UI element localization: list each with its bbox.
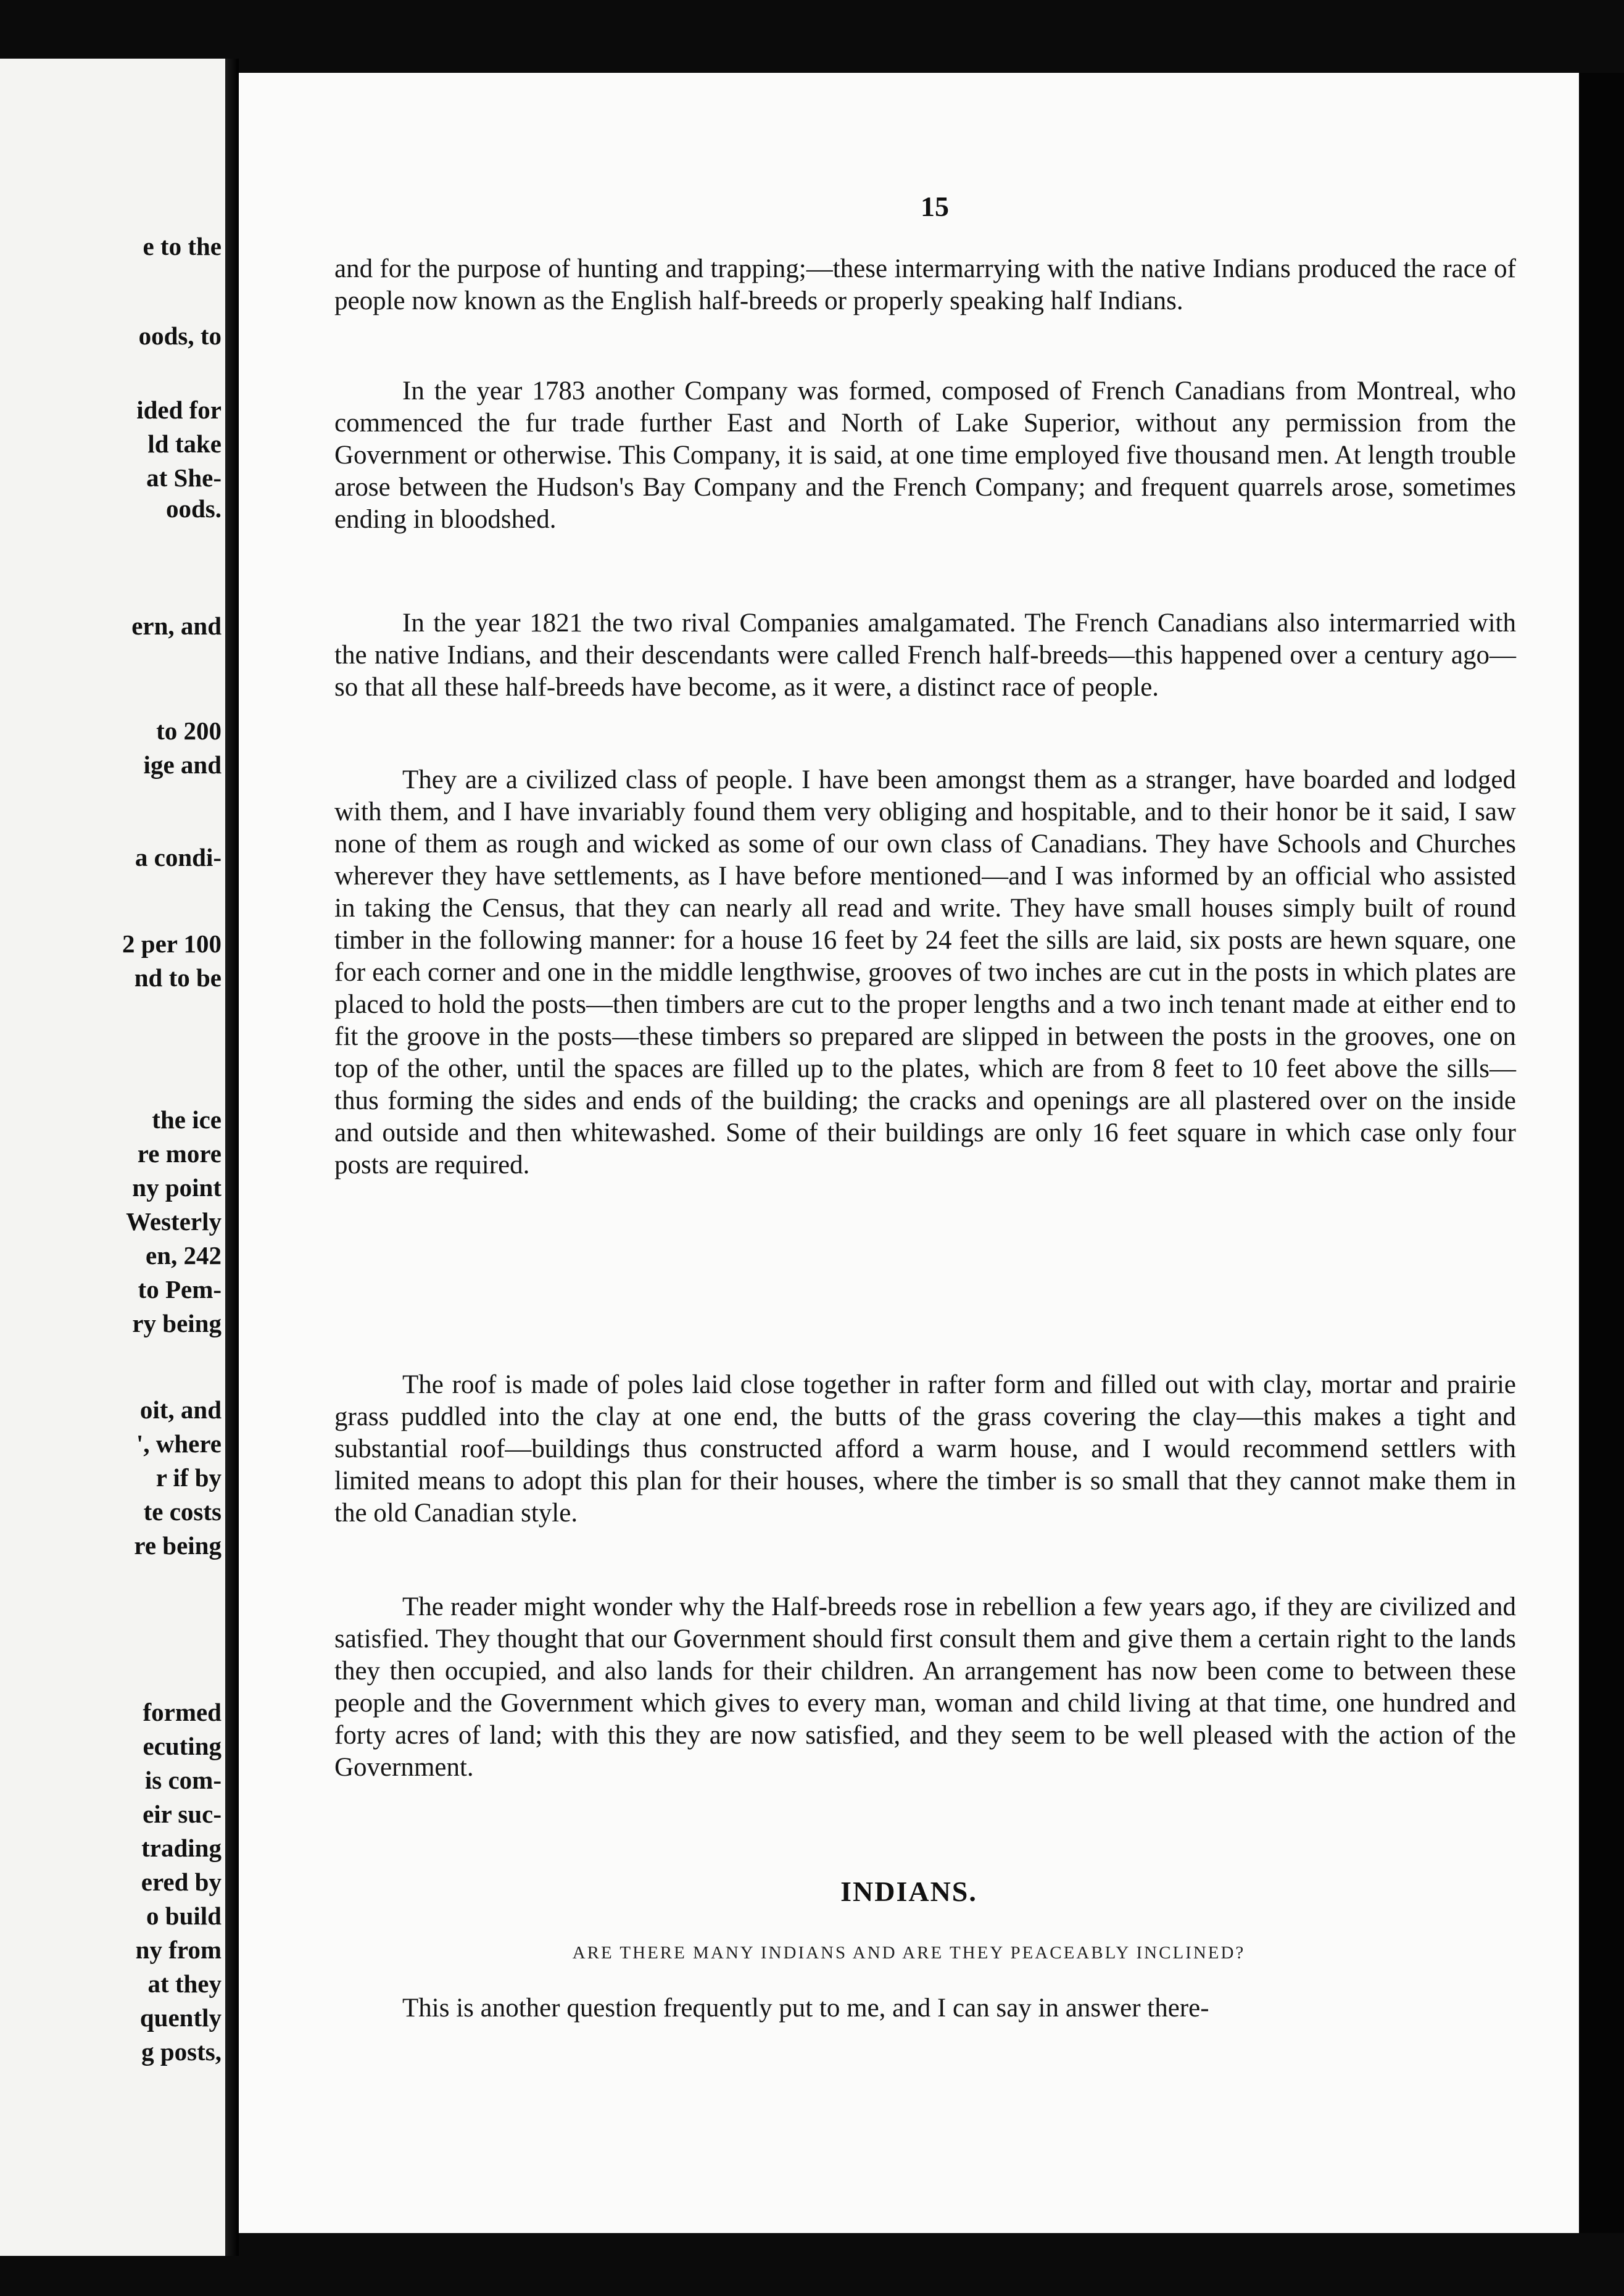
paragraph-rebellion: The reader might wonder why the Half-breeds rose in rebellion a few years ago, if they are civilized and satisfied. They thought that our Government should first consult them and give them a certain right to the lands they then occupied, and also lands for their children. An arrangement has now been come to between these people and the Government which gives to every man, woman and child living at that time, one hundred and forty acres of land; with this they are now satisfied, and they seem to be well pleased with the action of the Government. <box>334 1592 1516 1782</box>
left-page-fragment: eir suc- <box>143 1800 222 1828</box>
left-page-fragment: ided for <box>136 396 222 424</box>
paragraph-indians-opening: This is another question frequently put to me, and I can say in answer there- <box>402 1994 1209 2023</box>
left-page-fragment: a condi- <box>135 843 222 871</box>
left-page-fragment: at they <box>147 1969 222 1998</box>
left-page-fragment: Westerly <box>126 1207 222 1236</box>
left-page-fragment: ecuting <box>143 1732 222 1760</box>
book-gutter <box>225 59 239 2256</box>
left-page-fragment: formed <box>143 1698 222 1726</box>
left-page-fragment: en, 242 <box>146 1241 222 1270</box>
left-page-fragment: e to the <box>143 232 222 260</box>
left-page-fragment: re being <box>134 1531 222 1560</box>
left-page-fragment: o build <box>146 1902 222 1930</box>
left-page-fragment: te costs <box>143 1497 222 1526</box>
paragraph-half-breeds-houses: They are a civilized class of people. I have been amongst them as a stranger, have boarded and lodged with them, and I have invariably found them very obliging and hospitable, and to their honor be it said, I saw none of them as rough and wicked as some of our own class of Canadians. They have Schools and Churches wherever they have settlements, as I have before mentioned—and I was informed by an official who assisted in taking the Census, that they can nearly all read and write. They have small houses simply built of round timber in the following manner: for a house 16 feet by 24 feet the sills are laid, six posts are hewn square, one for each corner and one in the middle lengthwise, grooves of two inches are cut in the posts in which plates are placed to hold the posts—then timbers are cut to the proper lengths and a two inch tenant made at either end to fit the groove in the posts—these timbers so prepared are slipped in between the posts in the grooves, one on top of the other, until the spaces are filled up to the plates, which are from 8 feet to 10 feet above the sills—thus forming the sides and ends of the building; the cracks and openings are all plastered over on the inside and outside and then whitewashed. Some of their buildings are only 16 feet square in which case only four posts are required. <box>334 765 1516 1179</box>
left-page-fragment: is com- <box>144 1766 222 1794</box>
left-page-fragment: 2 per 100 <box>122 930 222 958</box>
left-page-fragment: ry being <box>132 1309 222 1337</box>
left-page-fragment: ny point <box>132 1173 222 1202</box>
left-page-fragment: g posts, <box>141 2037 222 2066</box>
left-page-fragment: to 200 <box>156 717 222 745</box>
section-title-indians: INDIANS. <box>840 1876 977 1907</box>
right-page <box>239 73 1579 2233</box>
paragraph-roof-construction: The roof is made of poles laid close together in rafter form and filled out with clay, mortar and prairie grass puddled into the clay at one end, the butts of the grass covering the clay—this makes a tight and substantial roof—buildings thus constructed afford a warm house, and I would recommend settlers with limited means to adopt this plan for their houses, where the timber is so small that they cannot make them in the old Canadian style. <box>334 1370 1516 1528</box>
paragraph-1783-company: In the year 1783 another Company was formed, composed of French Canadians from Montreal, who commenced the fur trade further East and North of Lake Superior, without any permission from the Government or otherwise. This Company, it is said, at one time employed five thousand men. At length trouble arose between the Hudson's Bay Company and the French Company; and frequent quarrels arose, sometimes ending in bloodshed. <box>334 376 1516 534</box>
left-page-fragment: at She- <box>146 464 222 492</box>
left-page-fragment: ige and <box>143 751 222 779</box>
left-page-fragment: re more <box>137 1139 222 1168</box>
left-page-fragment: oods, to <box>138 322 222 350</box>
page-edge-shadow <box>1579 73 1624 2233</box>
left-page-fragment: nd to be <box>134 963 222 992</box>
left-page-fragment: ld take <box>147 430 222 458</box>
left-page-fragment: to Pem- <box>138 1275 222 1304</box>
left-page-fragment: ered by <box>141 1868 222 1896</box>
left-page-fragment: trading <box>141 1834 222 1862</box>
left-page-fragment: ern, and <box>131 612 222 640</box>
paragraph-continuation: and for the purpose of hunting and trapping;—these intermarrying with the native Indians produced the race of people now known as the English half-breeds or properly speaking half Indians. <box>334 254 1516 315</box>
left-page-fragment: ', where <box>136 1429 222 1458</box>
left-page-fragment: quently <box>139 2003 222 2032</box>
left-page-margin <box>0 59 225 2256</box>
left-page-fragment: ny from <box>135 1936 222 1964</box>
left-page-fragment: oods. <box>165 494 222 523</box>
paragraph-1821-amalgamation: In the year 1821 the two rival Companies amalgamated. The French Canadians also intermarried with the native Indians, and their descendants were called French half-breeds—this happened over a century ago—so that all these half-breeds have become, as it were, a distinct race of people. <box>334 609 1516 702</box>
left-page-fragment: the ice <box>152 1105 222 1134</box>
left-page-fragment: oit, and <box>139 1395 222 1424</box>
page-number: 15 <box>921 191 949 222</box>
left-page-fragment: r if by <box>155 1463 222 1492</box>
section-subtitle: ARE THERE MANY INDIANS AND ARE THEY PEACEABLY INCLINED? <box>572 1943 1246 1963</box>
